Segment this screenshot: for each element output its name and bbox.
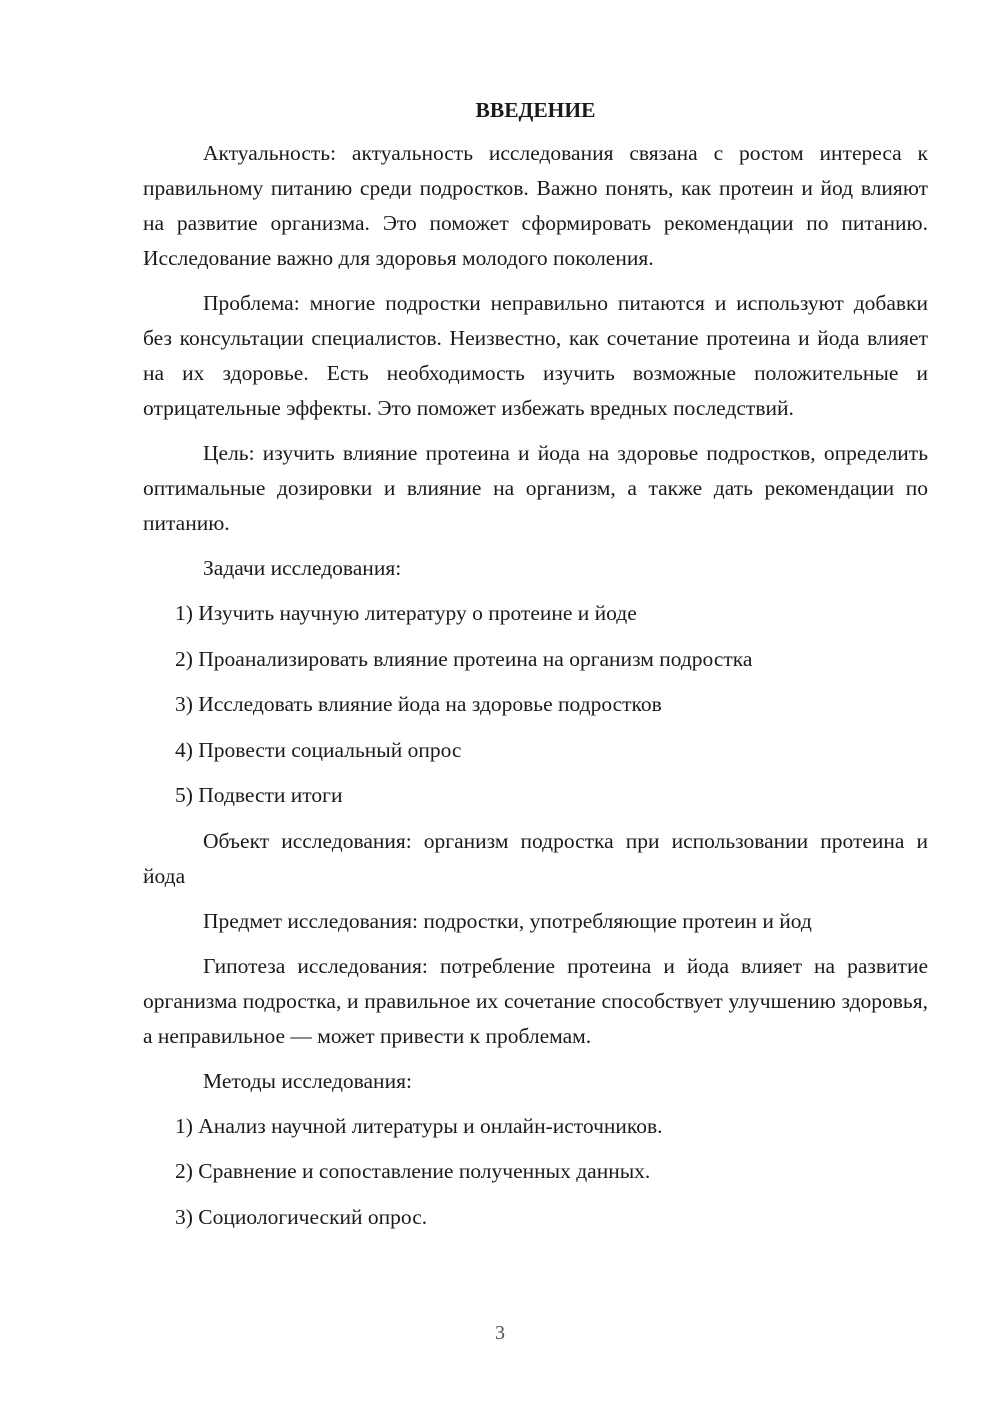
methods-heading: Методы исследования: [203,1068,412,1093]
document-page [143,93,928,1245]
list-item: 1) Анализ научной литературы и онлайн-источников. [175,1113,663,1138]
methods-list [143,1109,928,1235]
subject-paragraph: Предмет исследования: подростки, употребляющие протеин и йод [203,908,812,933]
list-item: 4) Провести социальный опрос [175,737,462,762]
list-item: 5) Подвести итоги [175,783,343,807]
tasks-heading: Задачи исследования: [203,556,402,580]
goal-paragraph: Цель: изучить влияние протеина и йода на здоровье подростков, определить оптимальные дозировки и влияние на организм, а также дать рекомендации по питанию. [143,441,928,535]
list-item: 3) Социологический опрос. [175,1204,428,1229]
object-paragraph: Объект исследования: организм подростка при использовании протеина и йода [143,828,928,888]
list-item: 3) Исследовать влияние йода на здоровье подростков [175,692,662,716]
list-item: 1) Изучить научную литературу о протеине и йоде [175,601,637,625]
list-item: 2) Проанализировать влияние протеина на организм подростка [175,646,753,671]
hypothesis-paragraph: Гипотеза исследования: потребление протеина и йода влияет на развитие организма подростка, и правильное их сочетание способствует улучшению здоровья, а неправильное — может привести к проблемам. [143,953,928,1048]
relevance-paragraph: Актуальность: актуальность исследования связана с ростом интереса к правильному питанию среди подростков. Важно понять, как протеин и йод влияют на развитие организма. Это поможет сформировать рекомендации по питанию. Исследование важно для здоровья молодого поколения. [143,141,928,270]
page-number: 3 [495,1322,505,1344]
list-item: 2) Сравнение и сопоставление полученных данных. [175,1159,651,1183]
tasks-list [143,596,928,813]
problem-paragraph: Проблема: многие подростки неправильно питаются и используют добавки без консультации специалистов. Неизвестно, как сочетание протеина и йода влияет на их здоровье. Есть необходимость изучить возможные положительные и отрицательные эффекты. Это поможет избежать вредных последствий. [143,291,928,420]
section-title: ВВЕДЕНИЕ [475,98,596,122]
